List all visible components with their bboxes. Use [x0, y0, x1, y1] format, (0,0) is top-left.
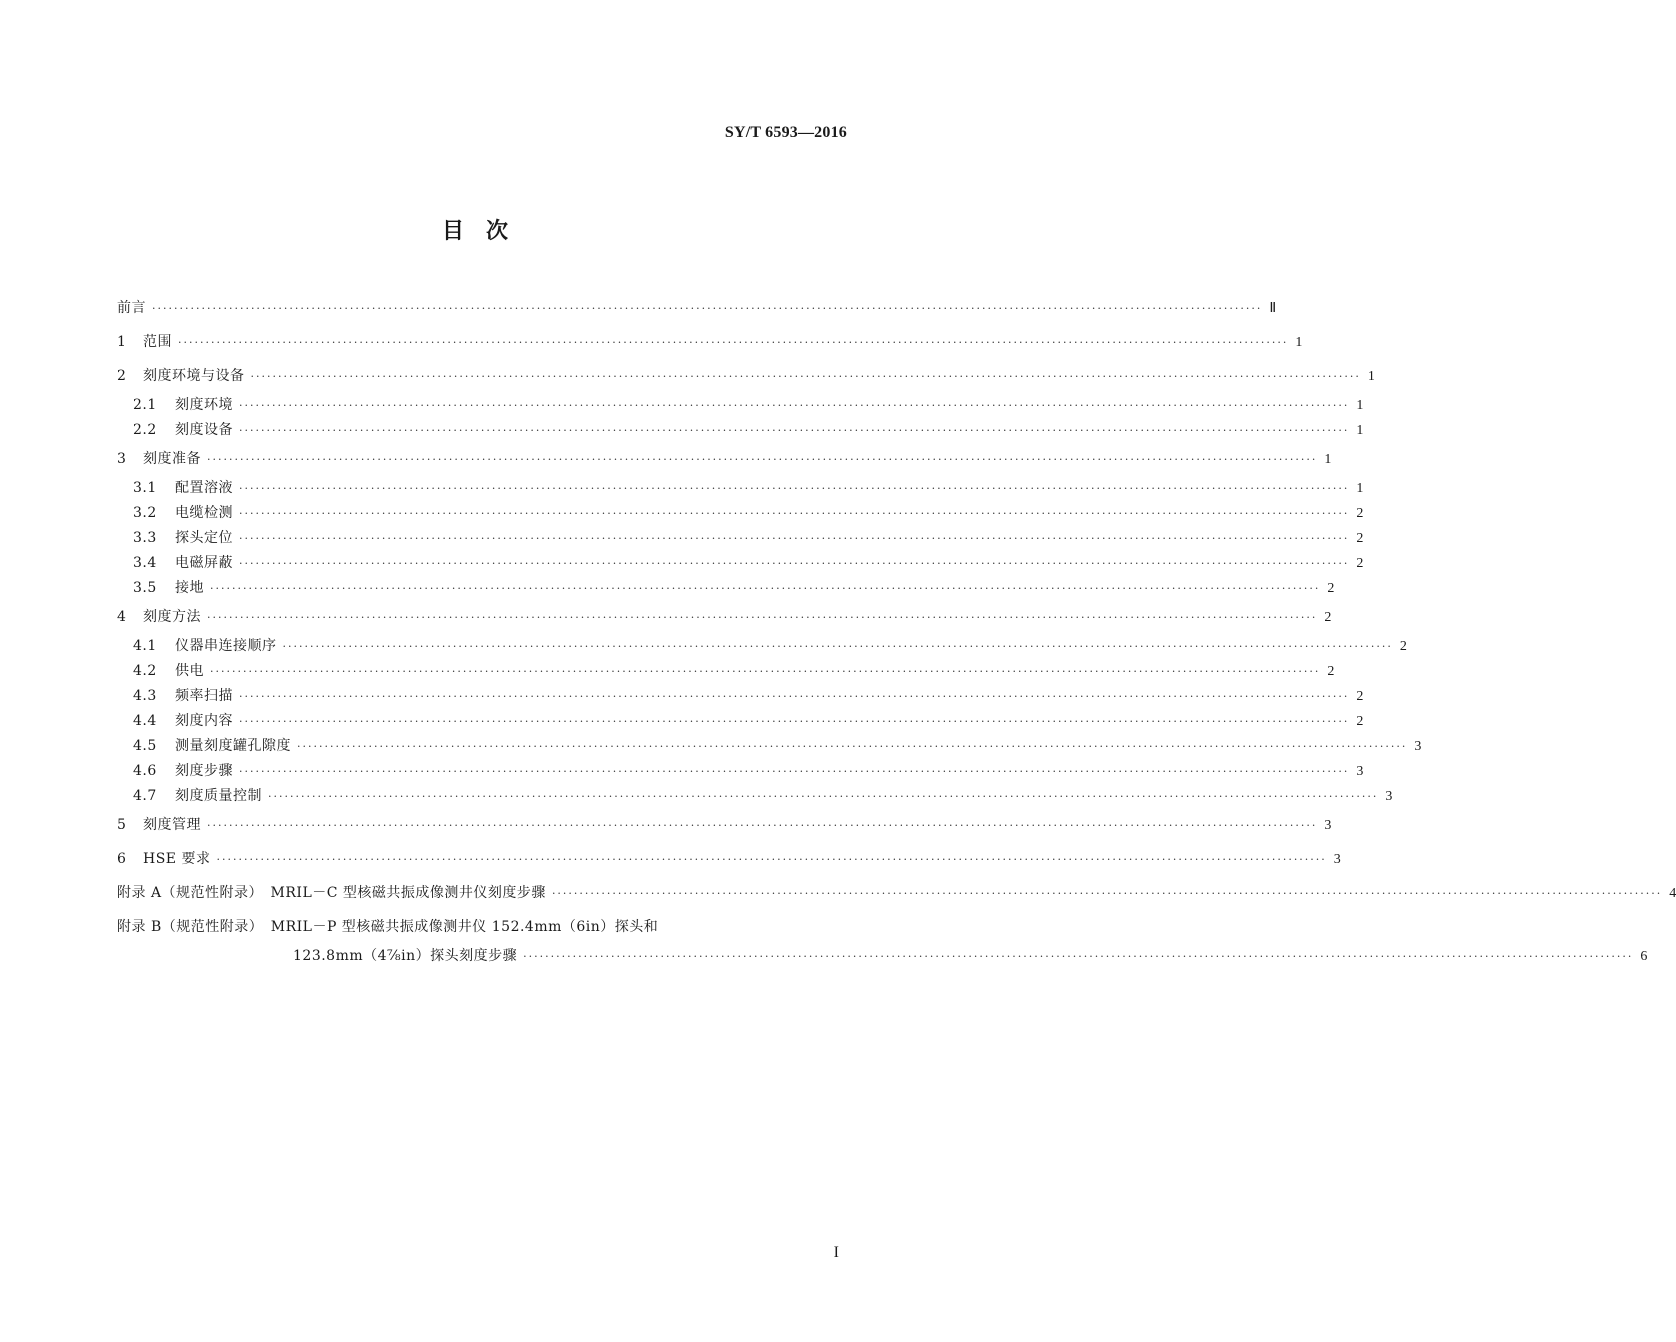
toc-entry-title: 电磁屏蔽	[175, 555, 233, 571]
toc-entry-label	[117, 661, 204, 681]
toc-entry-label	[117, 449, 201, 469]
toc-entry[interactable]	[117, 332, 1303, 352]
toc-entry-label	[117, 366, 245, 386]
toc-entry[interactable]	[117, 815, 1332, 835]
toc-entry-page: 3	[1414, 739, 1422, 754]
toc-entry[interactable]	[117, 553, 1364, 573]
toc-entry[interactable]	[117, 711, 1364, 731]
toc-entry-title: 附录 B（规范性附录） MRIL－P 型核磁共振成像测井仪 152.4mm（6in）探头和	[117, 919, 659, 935]
toc-entry-page: 2	[1356, 506, 1364, 521]
toc-leader	[210, 579, 1320, 599]
toc-entry-label	[117, 553, 233, 573]
toc-leader	[239, 554, 1349, 574]
toc-entry[interactable]	[117, 849, 1341, 869]
toc-entry[interactable]	[117, 395, 1364, 415]
toc-entry-page: 1	[1356, 423, 1364, 438]
page-title: 目 次	[441, 219, 508, 244]
toc-entry-label	[117, 917, 658, 937]
toc-entry-number: 3.5	[133, 580, 157, 596]
toc-entry-title: 电缆检测	[175, 505, 233, 521]
toc-entry[interactable]	[117, 917, 850, 937]
standard-code: SY/T 6593—2016	[724, 124, 847, 141]
toc-entry-label	[117, 883, 546, 903]
toc-leader	[210, 662, 1320, 682]
toc-entry-title: 探头定位	[175, 530, 233, 546]
toc-leader	[239, 421, 1349, 441]
toc-entry-number: 2.1	[133, 397, 157, 413]
toc-leader	[268, 787, 1378, 807]
toc-leader	[207, 608, 1317, 628]
toc-entry-title: 供电	[175, 663, 204, 679]
toc-entry-page: 2	[1327, 581, 1335, 596]
toc-entry-label	[117, 636, 277, 656]
toc-entry-title: 配置溶液	[175, 480, 233, 496]
toc-entry-number: 1	[117, 334, 127, 350]
toc-entry[interactable]	[117, 449, 1332, 469]
toc-entry-title: 刻度方法	[143, 609, 201, 625]
toc-entry-page: 2	[1356, 714, 1364, 729]
toc-leader	[216, 850, 1326, 870]
toc-entry-page: 3	[1333, 852, 1341, 867]
toc-entry[interactable]	[117, 883, 1676, 903]
toc-entry-label	[117, 332, 172, 352]
toc-entry-label	[117, 815, 201, 835]
toc-entry-page: Ⅱ	[1269, 301, 1277, 316]
toc-entry-label	[117, 298, 146, 318]
toc-entry-label	[117, 736, 291, 756]
toc-entry-title: 123.8mm（4⅞in）探头刻度步骤	[293, 948, 518, 964]
toc-entry-title: 刻度质量控制	[175, 788, 262, 804]
toc-entry-number: 4.1	[133, 638, 157, 654]
toc-leader	[239, 479, 1349, 499]
toc-entry-title: 附录 A（规范性附录） MRIL－C 型核磁共振成像测井仪刻度步骤	[117, 885, 546, 901]
toc-entry-page: 2	[1356, 556, 1364, 571]
toc-entry-number: 4.5	[133, 738, 157, 754]
toc-leader	[207, 450, 1317, 470]
toc-entry-label	[117, 578, 204, 598]
toc-entry-title: 刻度设备	[175, 422, 233, 438]
toc-entry-label	[117, 849, 210, 869]
toc-entry[interactable]	[117, 478, 1364, 498]
toc-entry-number: 6	[117, 851, 127, 867]
toc-entry-title: 范围	[143, 334, 172, 350]
toc-entry-number: 4.2	[133, 663, 157, 679]
toc-leader	[523, 947, 1633, 967]
toc-entry-label	[117, 786, 262, 806]
toc-entry-continuation[interactable]	[293, 946, 1648, 966]
toc-entry-page: 3	[1324, 818, 1332, 833]
toc-entry[interactable]	[117, 786, 1393, 806]
toc-entry-number: 3.4	[133, 555, 157, 571]
toc-entry[interactable]	[117, 578, 1335, 598]
toc-leader	[283, 637, 1393, 657]
toc-entry[interactable]	[117, 366, 1375, 386]
toc-leader	[239, 504, 1349, 524]
toc-leader	[251, 367, 1361, 387]
toc-entry-label	[117, 528, 233, 548]
toc-entry[interactable]	[117, 607, 1332, 627]
toc-entry-title: 测量刻度罐孔隙度	[175, 738, 291, 754]
toc-entry-title: 仪器串连接顺序	[175, 638, 277, 654]
toc-leader	[239, 762, 1349, 782]
toc-entry-page: 1	[1295, 335, 1303, 350]
toc-entry-title: 频率扫描	[175, 688, 233, 704]
toc-entry-page: 4	[1669, 886, 1676, 901]
toc-entry-page: 2	[1356, 689, 1364, 704]
toc-entry-page: 3	[1356, 764, 1364, 779]
toc-entry-page: 2	[1399, 639, 1407, 654]
toc-leader	[552, 884, 1662, 904]
toc-entry[interactable]	[117, 420, 1364, 440]
toc-entry[interactable]	[117, 761, 1364, 781]
toc-entry-title: 接地	[175, 580, 204, 596]
toc-entry[interactable]	[117, 736, 1422, 756]
toc-entry[interactable]	[117, 636, 1407, 656]
toc-entry-label	[117, 686, 233, 706]
toc-entry-title: 刻度内容	[175, 713, 233, 729]
toc-entry-title: 刻度准备	[143, 451, 201, 467]
toc-entry-label	[117, 711, 233, 731]
toc-entry-page: 1	[1356, 398, 1364, 413]
toc-entry-page: 6	[1640, 949, 1648, 964]
toc-entry[interactable]	[117, 661, 1335, 681]
toc-entry-title: 刻度环境与设备	[143, 368, 245, 384]
toc-leader	[239, 529, 1349, 549]
toc-entry-number: 3.3	[133, 530, 157, 546]
toc-entry-number: 4.4	[133, 713, 157, 729]
toc-entry-number: 4.6	[133, 763, 157, 779]
toc-entry-number: 5	[117, 817, 127, 833]
toc-entry-number: 4	[117, 609, 127, 625]
page-number: I	[833, 1244, 839, 1261]
toc-entry-number: 4.7	[133, 788, 157, 804]
toc-entry-label	[117, 420, 233, 440]
toc-entry-title: 刻度环境	[175, 397, 233, 413]
toc-entry-label	[117, 503, 233, 523]
toc-entry-label	[117, 761, 233, 781]
toc-entry-number: 3.1	[133, 480, 157, 496]
toc-entry-number: 2	[117, 368, 127, 384]
toc-entry-label	[117, 395, 233, 415]
toc-entry-title: HSE 要求	[143, 851, 211, 867]
toc-entry-number: 2.2	[133, 422, 157, 438]
toc-entry-title: 刻度管理	[143, 817, 201, 833]
toc-entry-number: 4.3	[133, 688, 157, 704]
toc-leader	[297, 737, 1407, 757]
toc-entry[interactable]	[117, 503, 1364, 523]
toc-leader	[239, 712, 1349, 732]
toc-entry-label	[117, 478, 233, 498]
toc-entry[interactable]	[117, 298, 1277, 318]
toc-entry-page: 1	[1356, 481, 1364, 496]
toc-entry-page: 3	[1385, 789, 1393, 804]
toc-leader	[239, 687, 1349, 707]
toc-entry[interactable]	[117, 686, 1364, 706]
toc-entry[interactable]	[117, 528, 1364, 548]
toc-entry-page: 2	[1327, 664, 1335, 679]
toc-entry-page: 2	[1324, 610, 1332, 625]
toc-entry-number: 3	[117, 451, 127, 467]
toc-entry-label	[117, 607, 201, 627]
toc-leader	[239, 396, 1349, 416]
toc-entry-page: 1	[1324, 452, 1332, 467]
toc-entry-page: 1	[1367, 369, 1375, 384]
toc-entry-title: 前言	[117, 300, 146, 316]
toc-leader	[178, 333, 1288, 353]
toc-entry-number: 3.2	[133, 505, 157, 521]
toc-leader	[152, 299, 1262, 319]
toc-entry-title: 刻度步骤	[175, 763, 233, 779]
toc-entry-page: 2	[1356, 531, 1364, 546]
toc-leader	[207, 816, 1317, 836]
